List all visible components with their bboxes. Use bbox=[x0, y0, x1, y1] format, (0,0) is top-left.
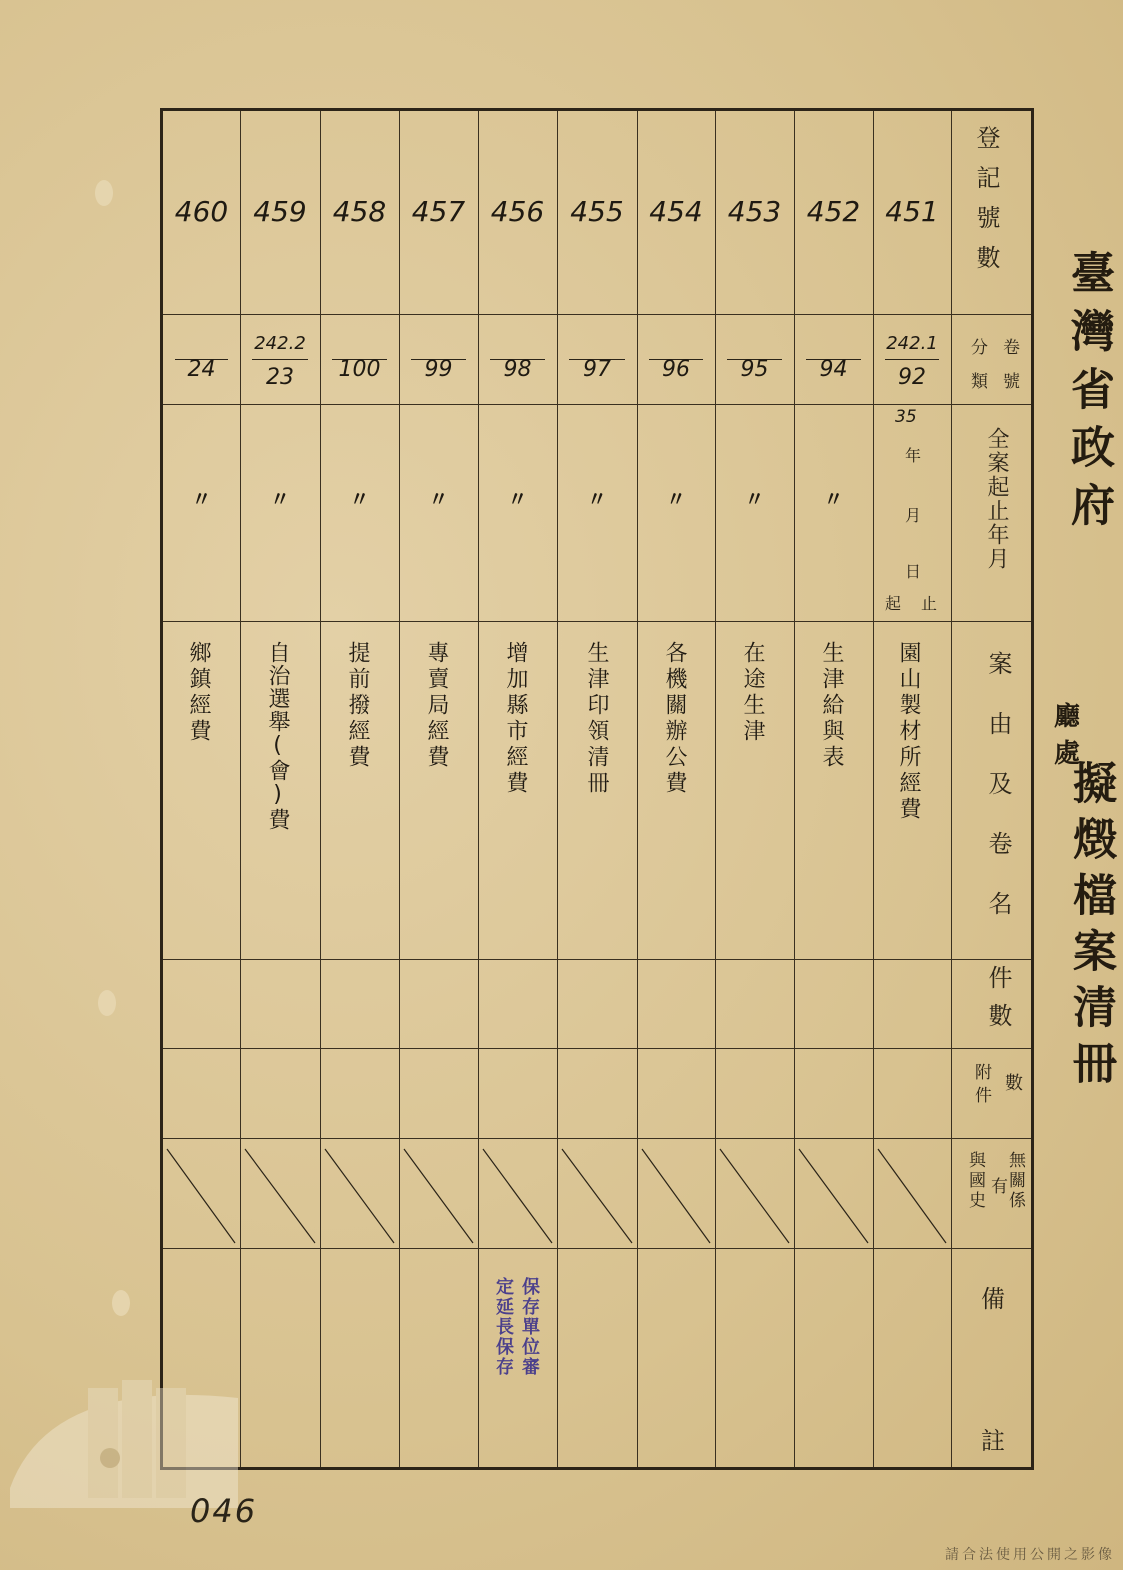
reg-number: 453 bbox=[727, 195, 782, 228]
class-bottom: 92 bbox=[898, 365, 926, 390]
subject-text: 生津印領清冊 bbox=[584, 641, 609, 797]
subject-text: 園山製材所經費 bbox=[896, 641, 921, 823]
date-ditto: 〃 bbox=[270, 487, 290, 511]
header-relation-b: 有 bbox=[987, 1177, 1007, 1194]
header-attachment-a: 數 bbox=[1002, 1073, 1023, 1091]
row-457 bbox=[399, 111, 478, 1467]
header-remark bbox=[953, 1249, 1035, 1469]
date-day-label: 日 bbox=[905, 562, 922, 581]
subject-text: 增加縣市經費 bbox=[503, 641, 528, 797]
class-bottom: 97 bbox=[583, 357, 611, 382]
reg-number: 454 bbox=[649, 195, 703, 228]
punch-hole-middle bbox=[98, 990, 116, 1016]
date-start-label: 起 bbox=[885, 594, 902, 613]
date-year-note: 35 bbox=[895, 407, 917, 427]
row-454 bbox=[637, 111, 715, 1467]
reg-number: 457 bbox=[411, 195, 466, 228]
row-460 bbox=[163, 111, 240, 1467]
relation-row-diagonals bbox=[163, 1139, 953, 1249]
header-attachment bbox=[953, 1049, 1035, 1137]
class-bottom: 99 bbox=[424, 357, 453, 382]
reg-number: 460 bbox=[174, 195, 229, 228]
document-subtitle: 擬燬檔案清冊 bbox=[1065, 760, 1116, 1096]
date-ditto: 〃 bbox=[744, 487, 765, 511]
header-relation-c: 與國史 bbox=[965, 1151, 985, 1211]
row-456 bbox=[478, 111, 557, 1467]
date-ditto: 〃 bbox=[507, 487, 528, 511]
row-455 bbox=[557, 111, 637, 1467]
header-attachment-b: 附件 bbox=[971, 1063, 991, 1109]
date-year-label: 年 bbox=[905, 446, 922, 465]
date-ditto: 〃 bbox=[587, 487, 607, 511]
page-number: 046 bbox=[190, 1492, 258, 1530]
header-subject: 案由及卷名 bbox=[984, 651, 1012, 951]
date-ditto: 〃 bbox=[666, 487, 686, 511]
subject-text: 在途生津 bbox=[740, 641, 765, 745]
reg-number: 456 bbox=[490, 195, 545, 228]
header-remark-a: 備 bbox=[981, 1285, 1005, 1313]
date-end-label: 止 bbox=[921, 594, 938, 613]
class-top: 242.1 bbox=[886, 333, 938, 354]
header-class-b: 號 bbox=[1003, 372, 1020, 392]
subject-text: 提前撥經費 bbox=[345, 641, 370, 771]
row-453 bbox=[715, 111, 794, 1467]
row-451 bbox=[873, 111, 951, 1467]
row-459 bbox=[240, 111, 320, 1467]
header-class-d: 類 bbox=[971, 372, 988, 392]
date-ditto: 〃 bbox=[823, 487, 844, 511]
class-top: 242.2 bbox=[254, 333, 306, 354]
reg-number: 452 bbox=[806, 195, 861, 228]
reg-number: 459 bbox=[253, 195, 307, 228]
header-remark-b: 註 bbox=[981, 1427, 1005, 1455]
subject-text: 鄉鎮經費 bbox=[186, 641, 211, 745]
retention-stamp-line1: 保存單位審 bbox=[519, 1277, 540, 1377]
punch-hole-top bbox=[95, 180, 113, 206]
archive-logo-watermark bbox=[10, 1358, 238, 1508]
class-bottom: 100 bbox=[338, 357, 381, 382]
reg-number: 458 bbox=[332, 195, 387, 228]
class-bottom: 23 bbox=[266, 365, 294, 390]
header-reg-no: 登記號數 bbox=[972, 125, 1000, 285]
row-452 bbox=[794, 111, 873, 1467]
retention-stamp-line2: 定延長保存 bbox=[493, 1277, 514, 1377]
date-ditto: 〃 bbox=[428, 487, 449, 511]
header-class-a: 卷 bbox=[1003, 338, 1020, 358]
document-title: 臺灣省政府 bbox=[1063, 250, 1114, 540]
date-ditto: 〃 bbox=[191, 487, 212, 511]
class-bottom: 24 bbox=[187, 357, 216, 382]
header-count: 件數 bbox=[984, 965, 1012, 1041]
row-458 bbox=[320, 111, 399, 1467]
subject-text: 專賣局經費 bbox=[424, 641, 449, 771]
usage-notice: 請合法使用公開之影像 bbox=[945, 1547, 1115, 1563]
punch-hole-bottom bbox=[112, 1290, 130, 1316]
register-table bbox=[160, 108, 1034, 1470]
document-subtitle-small: 廳處 bbox=[1054, 702, 1089, 769]
subject-text: 生津給與表 bbox=[819, 641, 844, 771]
subject-text: 自治選舉(會)費 bbox=[265, 641, 290, 831]
reg-number: 451 bbox=[885, 195, 939, 228]
header-relation-a: 無關係 bbox=[1005, 1151, 1025, 1211]
reg-number: 455 bbox=[570, 195, 624, 228]
header-class-c: 分 bbox=[971, 338, 988, 358]
header-class bbox=[953, 315, 1035, 403]
header-date: 全案起止年月 bbox=[984, 427, 1009, 571]
class-bottom: 94 bbox=[819, 357, 848, 382]
date-ditto: 〃 bbox=[349, 487, 370, 511]
subject-text: 各機關辦公費 bbox=[662, 641, 687, 797]
class-bottom: 96 bbox=[662, 357, 690, 382]
date-month-label: 月 bbox=[905, 506, 922, 525]
header-relation bbox=[953, 1139, 1035, 1247]
class-bottom: 98 bbox=[503, 357, 532, 382]
class-bottom: 95 bbox=[740, 357, 769, 382]
